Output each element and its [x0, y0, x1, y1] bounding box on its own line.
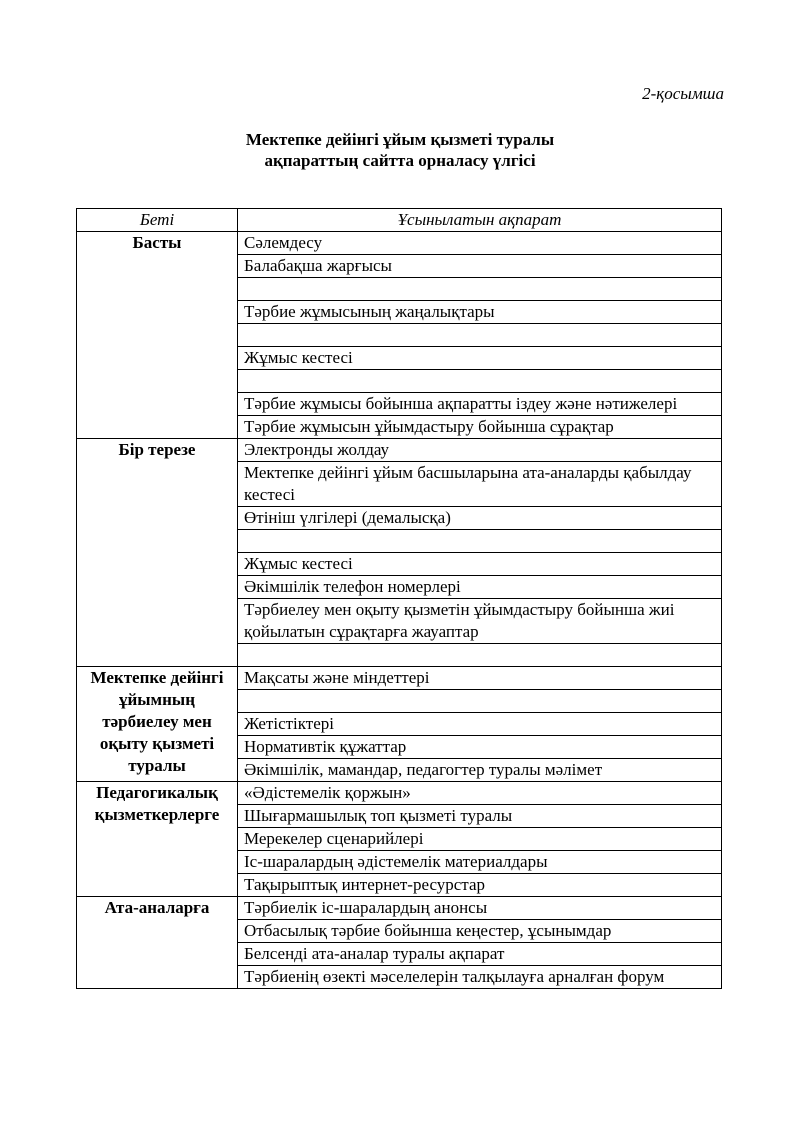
info-cell: Тәрбиелеу мен оқыту қызметін ұйымдастыру бойынша жиі қойылатын сұрақтарға жауаптар: [238, 599, 722, 644]
site-structure-table: [76, 208, 722, 989]
info-cell: Әкімшілік телефон номерлері: [238, 576, 722, 599]
info-cell: Тәрбиелік іс-шаралардың анонсы: [238, 897, 722, 920]
empty-info-cell: [238, 278, 722, 301]
info-cell: Отбасылық тәрбие бойынша кеңестер, ұсынымдар: [238, 920, 722, 943]
empty-info-cell: [238, 324, 722, 347]
info-cell: Өтініш үлгілері (демалысқа): [238, 507, 722, 530]
empty-info-cell: [238, 644, 722, 667]
section-page-name: Басты: [77, 232, 238, 439]
info-cell: Мерекелер сценарийлері: [238, 828, 722, 851]
column-header-page: Беті: [77, 209, 238, 232]
table-row: [77, 897, 722, 920]
info-cell: Жетістіктері: [238, 713, 722, 736]
info-cell: Электронды жолдау: [238, 439, 722, 462]
document-title: [0, 129, 800, 171]
info-cell: Балабақша жарғысы: [238, 255, 722, 278]
section-page-name: Педагогикалық қызметкерлерге: [77, 782, 238, 897]
info-cell: Шығармашылық топ қызметі туралы: [238, 805, 722, 828]
info-cell: Тәрбие жұмысының жаңалықтары: [238, 301, 722, 324]
empty-info-cell: [238, 530, 722, 553]
info-cell: Жұмыс кестесі: [238, 553, 722, 576]
info-cell: Әкімшілік, мамандар, педагогтер туралы мәлімет: [238, 759, 722, 782]
info-cell: Мақсаты және міндеттері: [238, 667, 722, 690]
section-page-name: Мектепке дейінгі ұйымның тәрбиелеу мен оқыту қызметі туралы: [77, 667, 238, 782]
title-line-1: Мектепке дейінгі ұйым қызметі туралы: [245, 130, 555, 149]
info-cell: Белсенді ата-аналар туралы ақпарат: [238, 943, 722, 966]
info-cell: Жұмыс кестесі: [238, 347, 722, 370]
empty-info-cell: [238, 690, 722, 713]
info-cell: Нормативтік құжаттар: [238, 736, 722, 759]
info-cell: Іс-шаралардың әдістемелік материалдары: [238, 851, 722, 874]
section-page-name: Ата-аналарға: [77, 897, 238, 989]
table-body: [77, 232, 722, 989]
info-cell: «Әдістемелік қоржын»: [238, 782, 722, 805]
column-header-info: Ұсынылатын ақпарат: [238, 209, 722, 232]
empty-info-cell: [238, 370, 722, 393]
info-cell: Тақырыптық интернет-ресурстар: [238, 874, 722, 897]
info-cell: Тәрбиенің өзекті мәселелерін талқылауға арналған форум: [238, 966, 722, 989]
section-page-name: Бір терезе: [77, 439, 238, 667]
info-cell: Тәрбие жұмысын ұйымдастыру бойынша сұрақтар: [238, 416, 722, 439]
appendix-label: 2-қосымша: [642, 84, 724, 103]
table-row: [77, 667, 722, 690]
table-row: [77, 439, 722, 462]
table-row: [77, 782, 722, 805]
title-line-2: ақпараттың сайтта орналасу үлгісі: [264, 151, 536, 170]
table-row: [77, 232, 722, 255]
info-cell: Тәрбие жұмысы бойынша ақпаратты іздеу және нәтижелері: [238, 393, 722, 416]
info-cell: Сәлемдесу: [238, 232, 722, 255]
table-header-row: [77, 209, 722, 232]
info-cell: Мектепке дейінгі ұйым басшыларына ата-аналарды қабылдау кестесі: [238, 462, 722, 507]
